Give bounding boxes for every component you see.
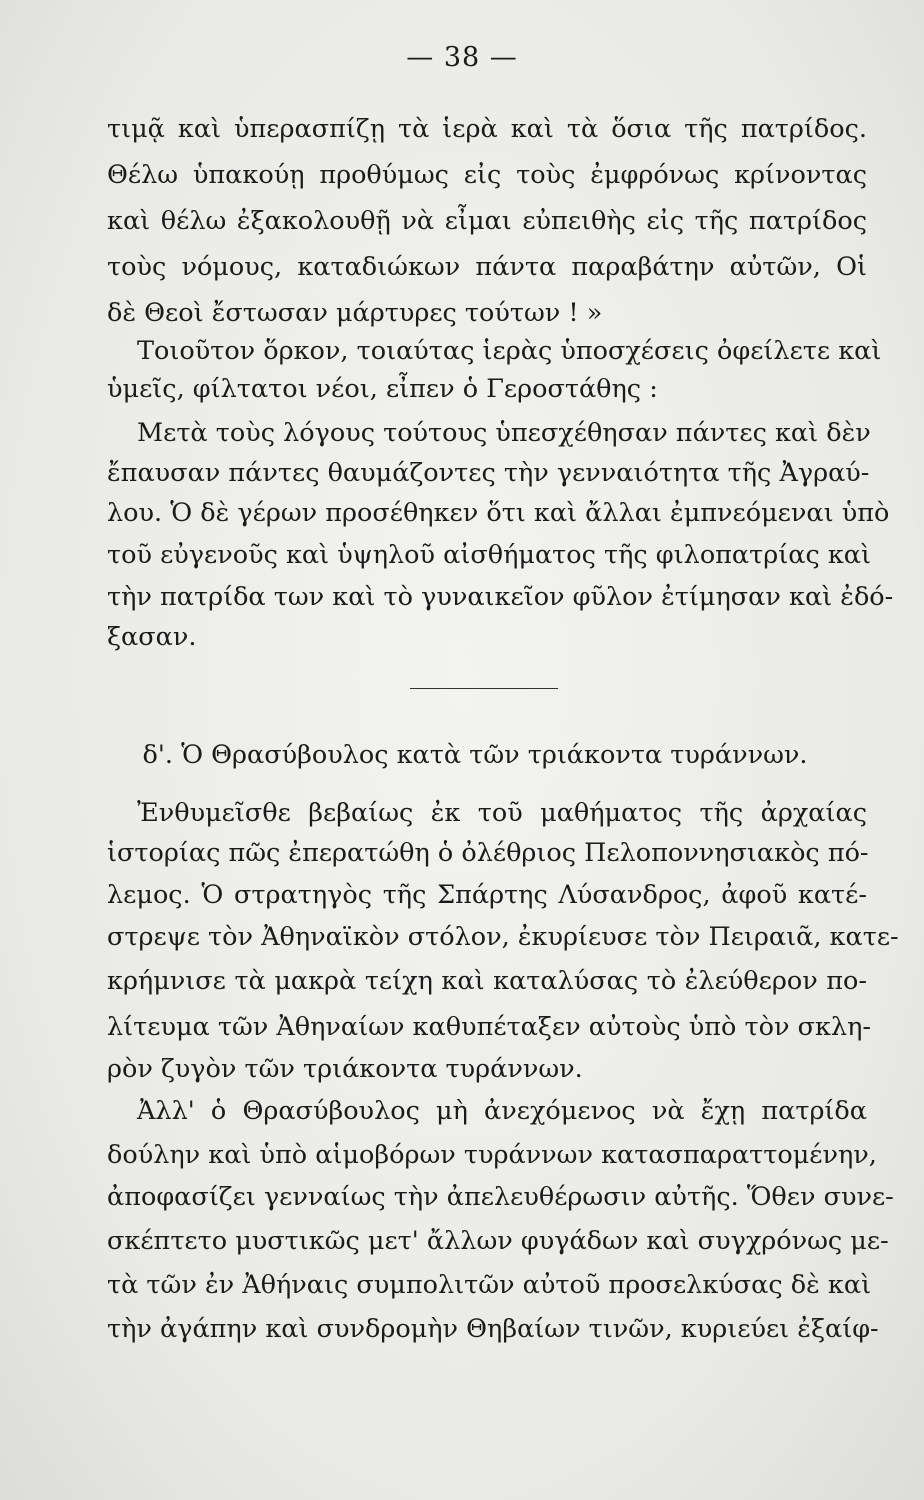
- text-line: στρεψε τὸν Ἀθηναϊκὸν στόλον, ἐκυρίευσε τὸν Πειραιᾶ, κατε-: [107, 922, 899, 952]
- text-line: Θέλω ὑπακούῃ προθύμως εἰς τοὺς ἐμφρόνως κρίνοντας: [107, 160, 867, 190]
- text-line: τοὺς νόμους, καταδιώκων πάντα παραβάτην αὐτῶν, Οἱ: [107, 252, 867, 282]
- text-line: τὴν ἀγάπην καὶ συνδρομὴν Θηβαίων τινῶν, κυριεύει ἐξαίφ-: [107, 1314, 879, 1344]
- text-line: Ἐνθυμεῖσθε βεβαίως ἐκ τοῦ μαθήματος τῆς ἀρχαίας: [137, 798, 867, 828]
- text-line: καὶ θέλω ἐξακολουθῇ νὰ εἶμαι εὐπειθὴς εἰς τῆς πατρίδος: [107, 206, 867, 236]
- text-line: λεμος. Ὁ στρατηγὸς τῆς Σπάρτης Λύσανδρος, ἀφοῦ κατέ-: [107, 880, 867, 910]
- text-line: Τοιοῦτον ὅρκον, τοιαύτας ἱερὰς ὑποσχέσεις ὀφείλετε καὶ: [137, 336, 882, 366]
- page-number: — 38 —: [406, 42, 518, 73]
- text-line: Ἀλλ' ὁ Θρασύβουλος μὴ ἀνεχόμενος νὰ ἔχῃ πατρίδα: [137, 1096, 867, 1126]
- text-line: τὴν πατρίδα των καὶ τὸ γυναικεῖον φῦλον ἐτίμησαν καὶ ἐδό-: [107, 582, 894, 612]
- text-line: ἔπαυσαν πάντες θαυμάζοντες τὴν γενναιότητα τῆς Ἀγραύ-: [107, 458, 870, 488]
- text-line: ρὸν ζυγὸν τῶν τριάκοντα τυράννων.: [107, 1054, 583, 1084]
- text-line: ἱστορίας πῶς ἐπερατώθη ὁ ὀλέθριος Πελοποννησιακὸς πό-: [107, 838, 869, 868]
- text-line: λίτευμα τῶν Ἀθηναίων καθυπέταξεν αὐτοὺς ὑπὸ τὸν σκλη-: [107, 1012, 871, 1042]
- text-line: ἀποφασίζει γενναίως τὴν ἀπελευθέρωσιν αὐτῆς. Ὅθεν συνε-: [107, 1182, 894, 1212]
- text-line: δούλην καὶ ὑπὸ αἱμοβόρων τυράννων κατασπαραττομένην,: [107, 1140, 877, 1170]
- text-line: κρήμνισε τὰ μακρὰ τείχη καὶ καταλύσας τὸ ἐλεύθερον πο-: [107, 966, 867, 996]
- section-divider: [410, 688, 558, 689]
- text-line: τὰ τῶν ἐν Ἀθήναις συμπολιτῶν αὐτοῦ προσελκύσας δὲ καὶ: [107, 1270, 872, 1300]
- text-line: τοῦ εὐγενοῦς καὶ ὑψηλοῦ αἰσθήματος τῆς φιλοπατρίας καὶ: [107, 540, 872, 570]
- text-line: σκέπτετο μυστικῶς μετ' ἄλλων φυγάδων καὶ συγχρόνως με-: [107, 1226, 889, 1256]
- section-heading: δ'. Ὁ Θρασύβουλος κατὰ τῶν τριάκοντα τυράννων.: [142, 740, 808, 770]
- text-line: ξασαν.: [107, 622, 197, 652]
- text-line: λου. Ὁ δὲ γέρων προσέθηκεν ὅτι καὶ ἄλλαι ἐμπνεόμεναι ὑπὸ: [107, 498, 890, 528]
- text-line: τιμᾷ καὶ ὑπερασπίζῃ τὰ ἱερὰ καὶ τὰ ὅσια τῆς πατρίδος.: [107, 114, 867, 144]
- text-line: ὑμεῖς, φίλτατοι νέοι, εἶπεν ὁ Γεροστάθης :: [107, 374, 658, 404]
- text-line: Μετὰ τοὺς λόγους τούτους ὑπεσχέθησαν πάντες καὶ δὲν: [137, 418, 871, 448]
- text-line: δὲ Θεοὶ ἔστωσαν μάρτυρες τούτων ! »: [107, 298, 603, 328]
